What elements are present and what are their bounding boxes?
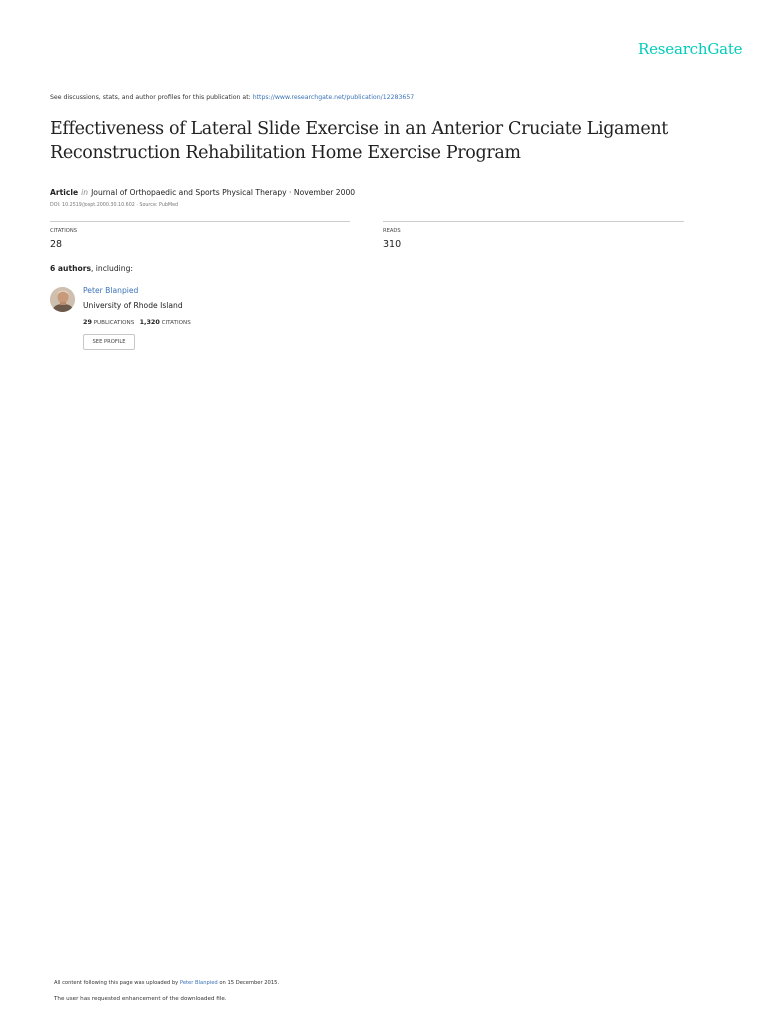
author-name-link[interactable]: Peter Blanpied [83, 286, 139, 295]
journal-link[interactable]: Journal of Orthopaedic and Sports Physical Therapy · November 2000 [91, 188, 356, 197]
authors-heading [50, 264, 133, 273]
publication-type: Article [50, 188, 79, 197]
citations-label: CITATIONS [50, 228, 78, 234]
doi-line: DOI: 10.2519/jospt.2000.30.10.602 · Source: PubMed [50, 203, 179, 208]
author-avatar[interactable] [50, 287, 75, 312]
authors-suffix: , including: [90, 264, 133, 273]
authors-count: 6 authors [50, 264, 91, 273]
citations-value: 28 [50, 239, 63, 250]
author-publications-label: PUBLICATIONS [93, 320, 135, 326]
enhancement-note: The user has requested enhancement of the downloaded file. [54, 996, 227, 1002]
uploader-link[interactable]: Peter Blanpied [179, 980, 218, 986]
reads-label: READS [383, 228, 401, 234]
reads-value: 310 [383, 239, 402, 250]
upload-prefix: All content following this page was uploaded by [54, 980, 180, 986]
author-institution: University of Rhode Island [83, 301, 183, 310]
researchgate-logo[interactable]: ResearchGate [638, 40, 743, 58]
author-citations-count: 1,320 [139, 318, 160, 326]
publication-url-link[interactable]: https://www.researchgate.net/publication/12283657 [252, 94, 415, 101]
in-word: in [81, 188, 89, 197]
reads-divider [383, 221, 684, 222]
discussion-text: See discussions, stats, and author profiles for this publication at: [50, 94, 253, 101]
publication-title: Effectiveness of Lateral Slide Exercise in an Anterior Cruciate Ligament Reconstruction Rehabilitation Home Exercise Program [50, 119, 668, 163]
discussion-line [50, 94, 414, 101]
author-publications-count: 29 [83, 318, 92, 326]
author-citations-label: CITATIONS [161, 320, 191, 326]
upload-note [54, 980, 279, 986]
see-profile-button[interactable]: SEE PROFILE [83, 334, 135, 350]
avatar-photo-icon [50, 287, 75, 312]
citations-divider [50, 221, 350, 222]
upload-suffix: on 15 December 2015. [217, 980, 280, 986]
publication-meta [50, 188, 355, 197]
author-stats [83, 318, 191, 326]
